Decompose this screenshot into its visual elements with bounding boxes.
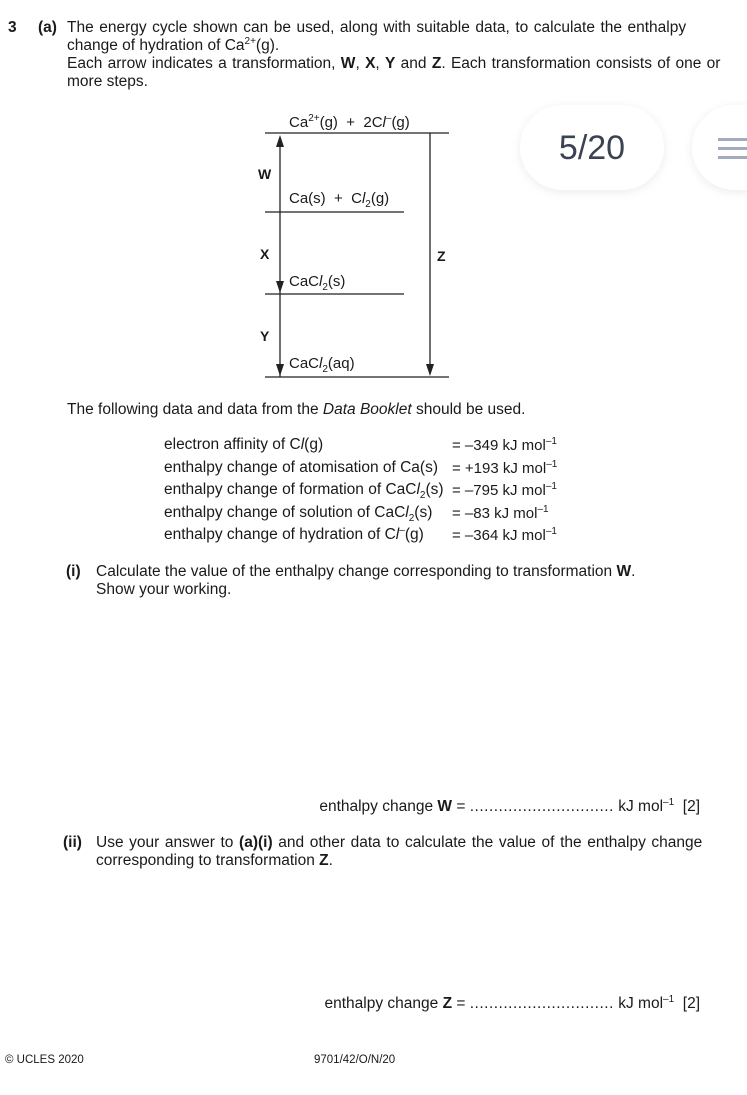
part-i-number: (i) bbox=[66, 563, 81, 580]
part-ii-number: (ii) bbox=[63, 834, 82, 851]
intro-line: Each arrow indicates a transformation, W, X, Y and Z. Each transformation consists of one or bbox=[67, 55, 721, 72]
data-row-value: = –364 kJ mol$^{-1}$ bbox=[452, 526, 557, 544]
hamburger-menu-icon bbox=[718, 138, 747, 159]
data-row-label: electron affinity of Cl(g) bbox=[164, 436, 324, 453]
label-w: W bbox=[258, 166, 272, 182]
arrow-w-head bbox=[276, 135, 284, 147]
data-row-value: = +193 kJ mol$^{-1}$ bbox=[452, 459, 558, 477]
label-x: X bbox=[260, 246, 270, 262]
label-y: Y bbox=[260, 328, 270, 344]
answer-line-w[interactable]: enthalpy change W = .............................. kJ mol$^{-1}$ [2] bbox=[319, 796, 700, 815]
arrow-y-head bbox=[276, 364, 284, 376]
marks: [2] bbox=[682, 995, 700, 1012]
label-z: Z bbox=[437, 248, 446, 264]
part-i-question: Calculate the value of the enthalpy change corresponding to transformation W. bbox=[96, 563, 636, 580]
footer-paper-code: 9701/42/O/N/20 bbox=[314, 1054, 396, 1066]
species-top: $Ca^{2+}(g) + 2Cl^-(g)$ bbox=[289, 113, 410, 131]
data-row-value: = –349 kJ mol$^{-1}$ bbox=[452, 436, 557, 454]
arrow-x-head bbox=[276, 281, 284, 293]
part-label: (a) bbox=[38, 19, 57, 36]
intro-line: change of hydration of $Ca^{2+}(g)$. bbox=[67, 35, 280, 54]
page-counter: 5/20 bbox=[558, 129, 626, 167]
data-intro: The following data and data from the Data Booklet should be used. bbox=[67, 401, 526, 418]
part-ii-question-line2: corresponding to transformation Z. bbox=[96, 852, 333, 869]
data-row-value: = –795 kJ mol$^{-1}$ bbox=[452, 481, 557, 499]
data-row-value: = –83 kJ mol$^{-1}$ bbox=[452, 504, 549, 522]
question-number: 3 bbox=[8, 19, 17, 36]
data-row-label: enthalpy change of formation of CaCl$_2$(s) bbox=[164, 481, 444, 502]
footer-copyright: © UCLES 2020 bbox=[5, 1054, 84, 1066]
intro-line: more steps. bbox=[67, 73, 148, 90]
species-elements: $Ca(s) + Cl_2(g)$ bbox=[289, 190, 390, 210]
arrow-z-head bbox=[426, 364, 434, 376]
marks: [2] bbox=[682, 798, 700, 815]
answer-line-z[interactable]: enthalpy change Z = .............................. kJ mol$^{-1}$ [2] bbox=[324, 993, 700, 1012]
part-ii-question: Use your answer to (a)(i) and other data to calculate the value of the enthalpy change bbox=[96, 834, 703, 851]
data-row-label: enthalpy change of atomisation of Ca(s) bbox=[164, 459, 438, 476]
data-row-label: enthalpy change of hydration of Cl–(g) bbox=[164, 524, 424, 543]
part-i-instruction: Show your working. bbox=[96, 581, 232, 598]
page-counter-pill[interactable] bbox=[520, 105, 664, 190]
species-aqueous: CaCl$_2$(aq) bbox=[289, 355, 355, 375]
species-solid: CaCl$_2$(s) bbox=[289, 273, 346, 293]
intro-line: The energy cycle shown can be used, along with suitable data, to calculate the enthalpy bbox=[67, 19, 687, 36]
data-row-label: enthalpy change of solution of CaCl$_2$(s) bbox=[164, 504, 433, 525]
